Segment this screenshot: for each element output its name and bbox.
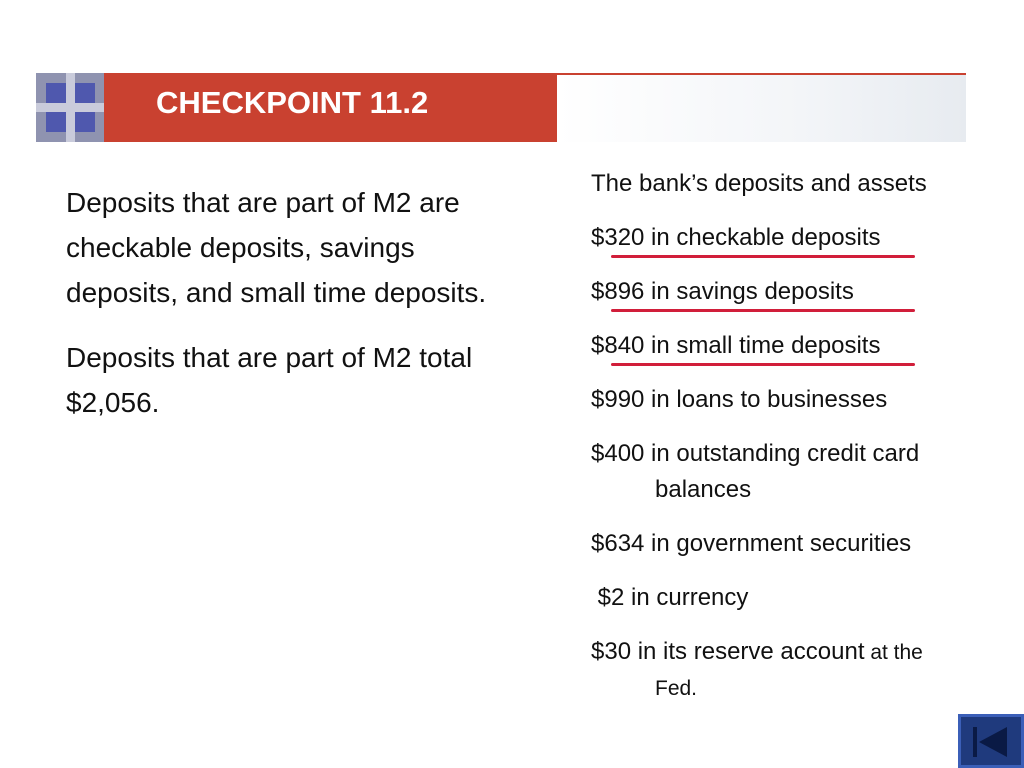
list-item-checkable-deposits (591, 220, 1011, 256)
logo-squares-icon (36, 73, 104, 142)
list-item-currency (591, 580, 1011, 616)
list-item-credit-card (591, 436, 1011, 508)
list-item-continuation: Fed. (655, 677, 698, 700)
summary-text (66, 180, 506, 445)
highlight-underline (611, 255, 915, 258)
list-item-government-securities (591, 526, 1011, 562)
list-item-small-time-deposits (591, 328, 1011, 364)
list-item-text: $320 in checkable deposits (591, 224, 881, 251)
list-item-text: $990 in loans to businesses (591, 386, 888, 413)
list-item-reserve-account (591, 634, 1011, 707)
list-item-text: $2 in currency (591, 584, 749, 611)
slide-header (36, 73, 966, 142)
list-item-text: $30 in its reserve account (591, 638, 865, 665)
summary-paragraph-2: Deposits that are part of M2 total $2,056. (66, 342, 473, 418)
list-item-text: $634 in government securities (591, 530, 912, 557)
list-item-small-tail: at the (864, 641, 923, 664)
slide-title: CHECKPOINT 11.2 (156, 85, 429, 120)
list-item-loans (591, 382, 1011, 418)
list-item-text: $400 in outstanding credit card (591, 440, 920, 467)
header-fade-band (557, 73, 966, 142)
list-heading: The bank’s deposits and assets (591, 170, 927, 197)
highlight-underline (611, 363, 915, 366)
summary-paragraph-1: Deposits that are part of M2 are checkable deposits, savings deposits, and small time deposits. (66, 187, 487, 308)
deposits-assets-list (591, 166, 1011, 725)
list-item-text: $896 in savings deposits (591, 278, 854, 305)
list-item-continuation: balances (655, 476, 752, 503)
skip-to-start-button[interactable] (958, 714, 1024, 768)
list-item-savings-deposits (591, 274, 1011, 310)
skip-to-start-icon (971, 725, 1011, 759)
list-item-text: $840 in small time deposits (591, 332, 881, 359)
highlight-underline (611, 309, 915, 312)
